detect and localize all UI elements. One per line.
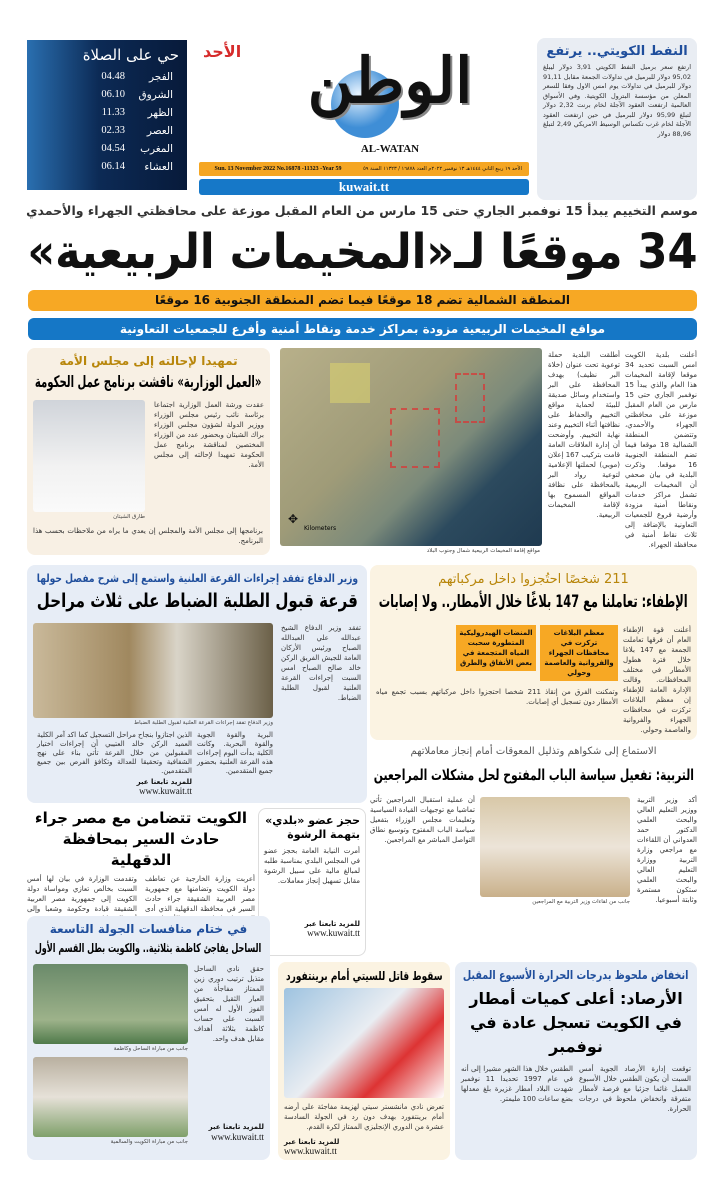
- prayer-name: العصر: [146, 125, 173, 137]
- defense-body: تفقد وزير الدفاع الشيخ عبدالله علي العبدالله الصباح ورئيس الأركان العامة للجيش الفريق الركن خالد صالح الصباح امس السبت إجراءات القرعة العلنية لقبول الطلبة الضباط.: [281, 624, 361, 702]
- latin-name: AL-WATAN: [360, 143, 420, 155]
- date-en-container: [203, 166, 353, 172]
- prayer-time-row: [35, 140, 179, 158]
- sports-link[interactable]: www.kuwait.tt: [211, 1132, 264, 1142]
- prayer-time-row: [35, 158, 179, 176]
- cabinet-kicker-container: [33, 354, 264, 369]
- cabinet-headline: «العمل الوزارية» ناقشت برنامج عمل الحكومة: [35, 372, 262, 391]
- sports-article: [27, 916, 270, 1160]
- prayer-title: حي على الصلاة: [82, 46, 179, 64]
- egypt-headline: الكويت تتضامن مع مصر جراء حادث السير بمحافظة الدقهلية: [34, 809, 248, 869]
- baladi-article: [258, 808, 366, 956]
- prayer-time-row: [35, 122, 179, 140]
- prayer-time: 04.48: [101, 71, 125, 82]
- education-photo: [480, 797, 630, 897]
- prayer-time: 11.33: [101, 107, 125, 118]
- prayer-time-row: [35, 104, 179, 122]
- education-body: أكد وزير التربية ووزير التعليم العالي والبحث العلمي الدكتور حمد العدواني أن اللقاءات مع مراجعي وزارة التربية ووزارة التعليم العالي والبحث العلمي ستكون مستمرة وثابتة أسبوعيا.: [637, 796, 697, 904]
- fire-kicker-container: [376, 571, 691, 588]
- lead-banner-services: مواقع المخيمات الربيعية مزودة بمراكز خدمة ونقاط أمنية وأفرع للجمعيات التعاونية: [119, 322, 606, 336]
- defense-photo: [33, 623, 273, 718]
- north-arrow-icon: ✥: [288, 512, 299, 526]
- weather-kicker-container: [461, 968, 691, 983]
- city-photo: [284, 988, 444, 1098]
- fire-body: أعلنت قوة الإطفاء العام أن فرقها تعاملت الجمعة مع 147 بلاغا خلال فترة هطول الأمطار في مختلف المحافظات. وقالت الإدارة العامة للإطفاء إن معظم البلاغات تركزت في محافظات الجهراء والفروانية والعاصمة وحولي.: [623, 626, 691, 734]
- fire-headline-container: [376, 590, 691, 614]
- date-arabic: الأحد ١٩ ربيع الثاني ١٤٤٤هـ ١٣ نوفمبر ٢٠٢٢م العدد ١٦٨٧٨ / ١١٣٢٣ السنة ٥٩: [363, 166, 522, 172]
- cabinet-photo: [33, 400, 145, 512]
- fire-body2: وتمكنت الفرق من إنقاذ 211 شخصا احتجزوا داخل مركباتهم بسبب تجمع مياه الأمطار دون تسجيل أي إصابات.: [376, 688, 618, 706]
- education-kicker: الاستماع إلى شكواهم وتذليل المعوقات أمام إنجاز معاملاتهم: [410, 746, 657, 757]
- baladi-headline: حجز عضو «بلدي» بتهمة الرشوة: [265, 814, 360, 841]
- sports-headline: الساحل يفاجئ كاظمة بثلاثية.. والكويت بطل القسم الأول: [35, 941, 262, 955]
- prayer-name: العشاء: [144, 161, 173, 173]
- cabinet-headline-container: [33, 371, 264, 393]
- lead-kicker: موسم التخييم يبدأ 15 نوفمبر الجاري حتى 15 مارس من العام المقبل موزعة على محافظتي الجهراء والأحمدي: [26, 203, 698, 218]
- sports-headline-container: [33, 940, 264, 957]
- baladi-link[interactable]: www.kuwait.tt: [307, 928, 360, 938]
- lead-kicker-container: [20, 203, 704, 219]
- fire-highlight-2: المنضات الهيدروليكية المتطورة سحبت المياه المتجمعة في بعض الأنفاق والطرق: [456, 625, 536, 671]
- lead-headline: 34 موقعًا لـ«المخيمات الربيعية»: [26, 224, 698, 280]
- defense-kicker: وزير الدفاع تفقد إجراءات القرعة العلنية واستمع إلى شرح مفصل حولها: [36, 572, 358, 585]
- masthead: [195, 38, 531, 198]
- map-scale: Kilometers: [304, 525, 337, 532]
- oil-price-box: [537, 38, 697, 200]
- education-kicker-container: [370, 745, 697, 759]
- education-body2: أن عملية استقبال المراجعين تأتي تماشيا مع توجيهات القيادة السياسية وتعليمات مجلس الوزراء بتفعيل سياسة الباب المفتوح وتوسيع نطاق التواصل المباشر مع المراجعين.: [370, 796, 475, 844]
- lead-banner-north-south-container: [28, 290, 697, 311]
- newspaper-logo: [255, 44, 525, 142]
- city-link[interactable]: www.kuwait.tt: [284, 1146, 337, 1156]
- prayer-times-box: [27, 40, 187, 190]
- sports-photo-1: [33, 964, 188, 1044]
- date-english: Sun. 13 November 2022 No.16878 -11323 -Year 59: [214, 166, 342, 172]
- defense-body3-column: [37, 731, 192, 796]
- defense-link[interactable]: www.kuwait.tt: [139, 786, 192, 796]
- lead-body-col1: أعلنت بلدية الكويت امس السبت تحديد 34 موقعا لإقامة المخيمات هذا العام والذي يبدأ 15 نوفمبر الجاري حتى 15 مارس من العام المقبل موزعة على محافظتي الجهراء والأحمدي، وتتضمن المنطقة الشمالية 18 موقعا فيما تضم المنطقة الجنوبية 16 موقعا. وذكرت البلدية في بيان صحفي أن المخيمات الربيعية تشمل مراكز خدمات ونقاطا أمنية مزودة وأرضية فروع للجمعيات التعاونية بالإضافة إلى ثلاث نقاط أمنية في محافظة الجهراء.: [625, 351, 697, 549]
- defense-headline: قرعة قبول الطلبة الضباط على ثلاث مراحل: [36, 590, 358, 612]
- cabinet-body2: برنامجها إلى مجلس الأمة والمجلس إن يعدي ما يراه من ملاحظات بحسب هذا البرنامج.: [33, 527, 263, 545]
- egypt-article: [27, 808, 255, 912]
- day-label: الأحد: [203, 42, 242, 61]
- date-ar-container: [360, 166, 525, 172]
- city-more-label: للمزيد تابعنا عبر: [284, 1138, 340, 1146]
- date-bar: [199, 162, 529, 176]
- oil-body: ارتفع سعر برميل النفط الكويتي 3,91 دولار ليبلغ 95,02 دولار للبرميل في تداولات الجمعة مقابل 91,11 دولار للبرميل في تداولات يوم امس الاول وفقا للسعر المعلن من مؤسسة البترول الكويتية. وفي الأسواق العالمية ارتفعت العقود الآجلة لخام برنت 2,32 دولار لتبلغ 95,99 دولار للبرميل في حين ارتفعت العقود الآجلة لخام غرب تكساس الوسيط الامريكي 2,49 لتبلغ 88,96 دولار: [543, 63, 692, 138]
- site-link[interactable]: kuwait.tt: [199, 179, 529, 195]
- prayer-time: 06.14: [101, 161, 125, 172]
- sports-photo-2: [33, 1057, 188, 1137]
- defense-body3: الذين اجتازوا بنجاح مراحل التسجيل كما اكد آمر الكلية العميد الركن خالد العتيبي أن إجراءات اختيار المقبولين من خلال القرعة تأتي بناء على نهج الشفافية وتحقيقا للعدالة وتكافؤ الفرص بين جميع المتقدمين.: [37, 731, 192, 775]
- defense-article: [27, 565, 367, 803]
- lead-headline-container: [20, 222, 704, 284]
- baladi-body: أمرت النيابة العامة بحجز عضو في المجلس البلدي بمناسبة طلبه لمبالغ مالية على سبيل الرشوة مقابل تسهيل إنجاز معاملات.: [264, 847, 360, 885]
- fire-kicker: 211 شخصًا احتُجزوا داخل مركباتهم: [438, 572, 629, 587]
- defense-kicker-container: [33, 571, 361, 586]
- city-headline: سقوط قاتل للسيتي أمام برينتفورد: [285, 969, 443, 983]
- lead-body-col2: أطلقت البلدية حملة توعوية تحت عنوان (خلاة البر نظيف) بهدف المحافظة على البر واستخدام وسائل صديقة للبيئة لحماية مواقع التخييم والحفاظ على نظافتها أثناء التخييم وعند نهاية التخييم. وأوضحت أن إدارة العلاقات العامة قامت بتركيب 167 إعلان (موبي) لحملتها الإعلامية لتوعية رواد البر بالمحافظة على نظافة المواقع المسموح بها لإقامة المخيمات الربيعية.: [548, 351, 620, 519]
- sports-body: حقق نادي الساحل متذيل ترتيب دوري زين الممتاز مفاجأة من العيار الثقيل بتحقيق الفوز الأول له أمس السبت على حساب كاظمة بثلاثة أهداف مقابل هدف واحد.: [194, 965, 264, 1043]
- egypt-body2: وتقدمت الوزارة في بيان لها أمس السبت بخالص تعازي ومواساة دولة الكويت إلى جمهورية مصر العربية الشقيقة قيادة وحكومة وشعبا وإلى: [27, 875, 137, 913]
- weather-body: توقعت إدارة الأرصاد الجوية أمس السبت أن يكون الطقس خلال الأسبوع المقبل غائما جزئيا مع فرصة لأمطار متفرقة وانخفاض ملحوظ في درجات الحرارة.: [579, 1065, 691, 1113]
- sports-photo-1-caption: جانب من مباراة الساحل وكاظمة: [113, 1046, 188, 1052]
- education-headline: التربية: تفعيل سياسة الباب المفتوح لحل مشكلات المراجعين: [373, 766, 694, 784]
- sports-kicker-container: [33, 922, 264, 937]
- prayer-time-row: [35, 86, 179, 104]
- weather-body2: الطقس خلال هذا الشهر مشيرا إلى أنه في عام 1997 تحديدا 11 نوفمبر شهدت البلاد أمطار غزيرة بلغ معدلها بضع ساعات 100 مليمتر.: [461, 1065, 573, 1103]
- education-article: [370, 745, 697, 960]
- camps-map: [280, 348, 542, 546]
- defense-headline-container: [33, 588, 361, 614]
- baladi-more-label: للمزيد تابعنا عبر: [304, 920, 360, 928]
- fire-highlight-1: معظم البلاغات تركزت في محافظات الجهراء والفروانية والعاصمة وحولي: [540, 625, 618, 681]
- prayer-time: 04.54: [101, 143, 125, 154]
- prayer-name: المغرب: [140, 143, 173, 155]
- cabinet-kicker: تمهيدا لإحالته إلى مجلس الأمة: [59, 354, 238, 368]
- education-headline-container: [370, 765, 697, 785]
- map-caption: مواقع إقامة المخيمات الربيعية شمال وجنوب البلاد: [426, 548, 540, 554]
- fire-headline: الإطفاء: تعاملنا مع 147 بلاغًا خلال الأمطار.. ولا إصابات: [379, 592, 688, 612]
- prayer-list: [35, 68, 179, 176]
- city-body: تعرض نادي مانشستر سيتي لهزيمة مفاجئة على أرضه أمام برينتفورد بهدف دون رد في الجولة السادسة عشرة من الدوري الإنجليزي الممتاز لكرة القدم.: [284, 1103, 444, 1131]
- logo-text: الوطن: [307, 44, 473, 117]
- defense-more-label: للمزيد تابعنا عبر: [136, 778, 192, 786]
- prayer-name: الفجر: [149, 71, 173, 83]
- lead-banner-services-container: [28, 318, 697, 340]
- lead-banner-north-south: المنطقة الشمالية تضم 18 موقعًا فيما تضم المنطقة الجنوبية 16 موقعًا: [155, 293, 570, 307]
- sports-photo-2-caption: جانب من مباراة الكويت والسالمية: [110, 1139, 188, 1145]
- prayer-time: 02.33: [101, 125, 125, 136]
- prayer-time: 06.10: [101, 89, 125, 100]
- cabinet-article: [27, 348, 270, 555]
- prayer-name: الظهر: [147, 107, 173, 119]
- education-photo-caption: جانب من لقاءات وزير التربية مع المراجعين: [532, 899, 630, 905]
- defense-body2: البرية والقوة الجوية والقوة البحرية. وكانت الكلية بدأت اليوم إجراءات هذه القرعة العلنية بحضور جميع المتقدمين.: [197, 731, 273, 775]
- sports-more-label: للمزيد تابعنا عبر: [208, 1123, 264, 1131]
- cabinet-photo-caption: طارق الشيتان: [113, 514, 145, 520]
- weather-headline: الأرصاد: أعلى كميات أمطار في الكويت تسجل عادة في نوفمبر: [469, 989, 683, 1056]
- oil-title-container: [543, 44, 691, 59]
- weather-kicker: انخفاض ملحوظ بدرجات الحرارة الأسبوع المقبل: [463, 968, 689, 982]
- prayer-time-row: [35, 68, 179, 86]
- prayer-name: الشروق: [138, 89, 173, 101]
- defense-photo-caption: وزير الدفاع تفقد إجراءات القرعة العلنية لقبول الطلبة الضباط: [134, 720, 273, 726]
- sports-kicker: في ختام منافسات الجولة التاسعة: [49, 922, 248, 936]
- city-article: [278, 962, 450, 1160]
- weather-article: [455, 962, 697, 1160]
- oil-title: النفط الكويتي.. يرتفع: [546, 44, 688, 59]
- egypt-body: أعربت وزارة الخارجية عن تعاطف دولة الكويت وتضامنها مع جمهورية مصر العربية الشقيقة جراء حادث السير في محافظة الدقهلية الذي أدى: [145, 875, 255, 913]
- city-headline-container: [284, 968, 444, 984]
- fire-article: [370, 565, 697, 740]
- cabinet-body: عقدت ورشة العمل الوزارية اجتماعا برئاسة نائب رئيس مجلس الوزراء ووزير الدولة لشؤون مجلس الوزراء براك الشيتان وبحضور عدد من الوزراء المختصين لمناقشة برنامج عمل الحكومة تمهيدا لإحالته إلى مجلس الأمة.: [154, 401, 264, 469]
